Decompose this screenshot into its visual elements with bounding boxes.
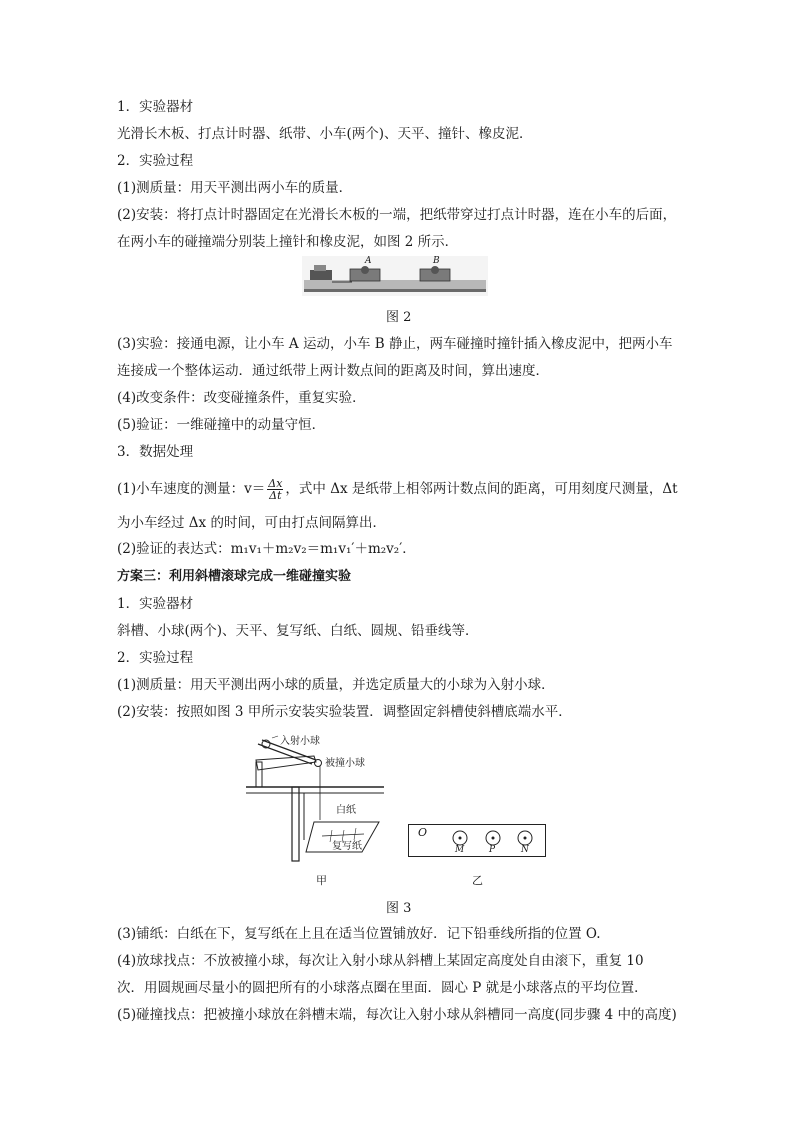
fig2-label-a: A: [365, 256, 372, 266]
data-velocity-formula: [117, 478, 678, 501]
equipment-list: 光滑长木板、打点计时器、纸带、小车(两个)、天平、撞针、橡皮泥．: [117, 126, 533, 142]
delta-fraction: [267, 478, 283, 501]
label-carbon-paper: 复写纸: [332, 841, 362, 852]
figure-2-carts: [302, 256, 488, 296]
step-lay-paper: (3)铺纸：白纸在下，复写纸在上且在适当位置铺放好．记下铅垂线所指的位置 O.: [117, 926, 601, 942]
velocity-formula-prefix: (1)小车速度的测量：v＝: [117, 481, 266, 497]
step-collision: (5)碰撞找点：把被撞小球放在斜槽末端，每次让入射小球从斜槽同一高度(同步骤 4 中的高度): [117, 1007, 677, 1023]
step-release-line2: 次．用圆规画尽量小的圆把所有的小球落点圈在里面．圆心 P 就是小球落点的平均位置．: [117, 980, 648, 996]
step-install-3: (2)安装：按照如图 3 甲所示安装实验装置．调整固定斜槽使斜槽底端水平．: [117, 704, 572, 720]
heading-equipment-3: 1．实验器材: [117, 596, 194, 612]
label-target-ball: 被撞小球: [325, 758, 365, 769]
step-verify: (5)验证：一维碰撞中的动量守恒．: [117, 417, 326, 433]
step-change-conditions: (4)改变条件：改变碰撞条件，重复实验．: [117, 390, 366, 406]
step-measure-mass: (1)测质量：用天平测出两小车的质量．: [117, 180, 353, 196]
heading-equipment: 1．实验器材: [117, 99, 194, 115]
fraction-numerator: Δx: [268, 477, 283, 490]
step-experiment-line1: (3)实验：接通电源，让小车 A 运动，小车 B 静止，两车碰撞时撞针插入橡皮泥中，把两小车: [117, 336, 673, 352]
fraction-denominator: Δt: [269, 489, 282, 502]
step-release-line1: (4)放球找点：不放被撞小球，每次让入射小球从斜槽上某固定高度处自由滚下，重复 10: [117, 953, 644, 969]
heading-procedure: 2．实验过程: [117, 153, 194, 169]
step-measure-mass-3: (1)测质量：用天平测出两小球的质量，并选定质量大的小球为入射小球．: [117, 677, 555, 693]
fig3-caption: 图 3: [386, 901, 412, 916]
step-install-line1: (2)安装：将打点计时器固定在光滑长木板的一端，把纸带穿过打点计时器，连在小车的后面，: [117, 207, 677, 223]
point-p: P: [489, 845, 496, 855]
point-m: M: [455, 845, 465, 855]
heading-data-processing: 3．数据处理: [117, 444, 194, 460]
heading-procedure-3: 2．实验过程: [117, 650, 194, 666]
data-velocity-line2: 为小车经过 Δx 的时间，可由打点间隔算出．: [117, 515, 386, 531]
step-experiment-line2: 连接成一个整体运动．通过纸带上两计数点间的距离及时间，算出速度．: [117, 363, 549, 379]
scheme-three-title: 方案三：利用斜槽滚球完成一维碰撞实验: [117, 569, 352, 584]
equipment-list-3: 斜槽、小球(两个)、天平、复写纸、白纸、圆规、铅垂线等．: [117, 623, 479, 639]
label-incident-ball: 入射小球: [280, 736, 320, 747]
label-white-paper: 白纸: [336, 805, 356, 816]
figure-3-apparatus: [244, 730, 384, 865]
fig2-label-b: B: [433, 256, 440, 266]
subfigure-jia: 甲: [316, 874, 327, 887]
fig2-caption: 图 2: [386, 310, 412, 325]
point-n: N: [521, 845, 529, 855]
velocity-formula-suffix: ，式中 Δx 是纸带上相邻两计数点间的距离，可用刻度尺测量，Δt: [285, 481, 678, 497]
point-o: O: [418, 826, 428, 839]
subfigure-yi: 乙: [472, 874, 483, 887]
data-verify-expression: (2)验证的表达式：m₁v₁＋m₂v₂＝m₁v₁′＋m₂v₂′．: [117, 541, 416, 557]
step-install-line2: 在两小车的碰撞端分别装上撞针和橡皮泥，如图 2 所示．: [117, 234, 459, 250]
